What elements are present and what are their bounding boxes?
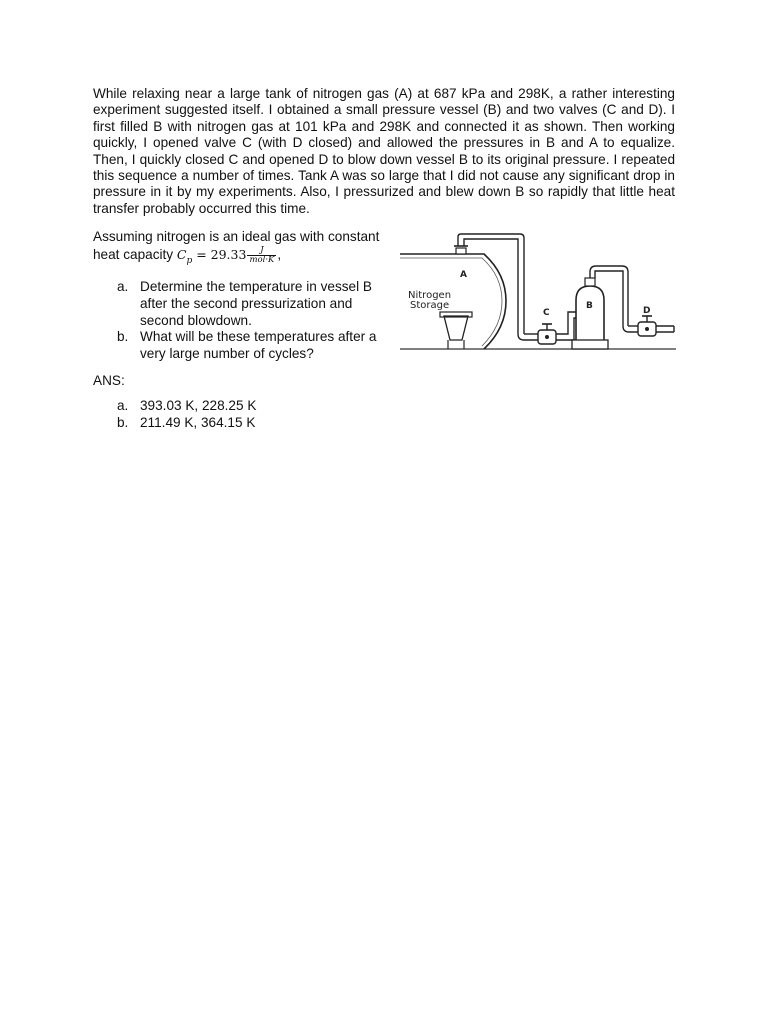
apparatus-diagram	[398, 228, 680, 358]
storage-label-line-2: Storage	[410, 300, 450, 311]
answers-label: ANS:	[93, 373, 125, 388]
answer-marker: b.	[117, 414, 129, 430]
question-item	[117, 329, 392, 363]
valve-d-icon	[638, 316, 674, 336]
answer-text: 393.03 K, 228.25 K	[140, 398, 257, 413]
cp-subscript: p	[186, 255, 193, 266]
storage-label-line-1: Nitrogen	[408, 290, 452, 301]
cp-trailing: ,	[277, 247, 282, 263]
question-item	[117, 279, 392, 329]
cp-unit-denominator: mol·K	[249, 255, 275, 265]
question-marker: b.	[117, 329, 129, 345]
pressure-vessel-b	[572, 266, 638, 349]
cp-symbol: C	[176, 247, 187, 263]
assumption-text	[93, 228, 393, 270]
valve-d-label: D	[643, 306, 651, 316]
vessel-b-label: B	[586, 301, 593, 311]
valve-c-icon	[538, 324, 556, 344]
valve-c-label: C	[543, 308, 550, 318]
answer-item	[117, 415, 256, 432]
assumption-line-2-prefix: heat capacity	[93, 247, 177, 263]
answer-text: 211.49 K, 364.15 K	[140, 414, 256, 430]
cp-unit-numerator: J	[247, 246, 276, 256]
question-text: What will be these temperatures after a very large number of cycles?	[140, 329, 377, 362]
answer-marker: a.	[117, 398, 129, 413]
problem-paragraph: While relaxing near a large tank of nitrogen gas (A) at 687 kPa and 298K, a rather interesting experiment suggested itself. I obtained a small pressure vessel (B) and two valves (C and D). I first filled B with nitrogen gas at 101 kPa and 298K and connected it as shown. Then working quickly, I opened valve C (with D closed) and allowed the pressures in B and A to equalize. Then, I quickly closed C and opened D to blow down vessel B to its original pressure. I repeated this sequence a number of times. Tank A was so large that I did not cause any significant drop in pressure in it by my experiments. Also, I pressurized and blew down B so rapidly that little heat transfer probably occurred this time.	[93, 86, 675, 216]
answer-list	[117, 398, 256, 432]
assumption-line-1: Assuming nitrogen is an ideal gas with constant	[93, 229, 380, 244]
cp-unit-fraction	[247, 246, 276, 265]
answer-item	[117, 398, 256, 415]
question-text: Determine the temperature in vessel B after the second pressurization and second blowdown.	[140, 279, 372, 328]
question-marker: a.	[117, 279, 129, 294]
cp-value: = 29.33	[192, 247, 247, 263]
tank-a-label: A	[460, 270, 467, 280]
question-list	[117, 279, 392, 363]
